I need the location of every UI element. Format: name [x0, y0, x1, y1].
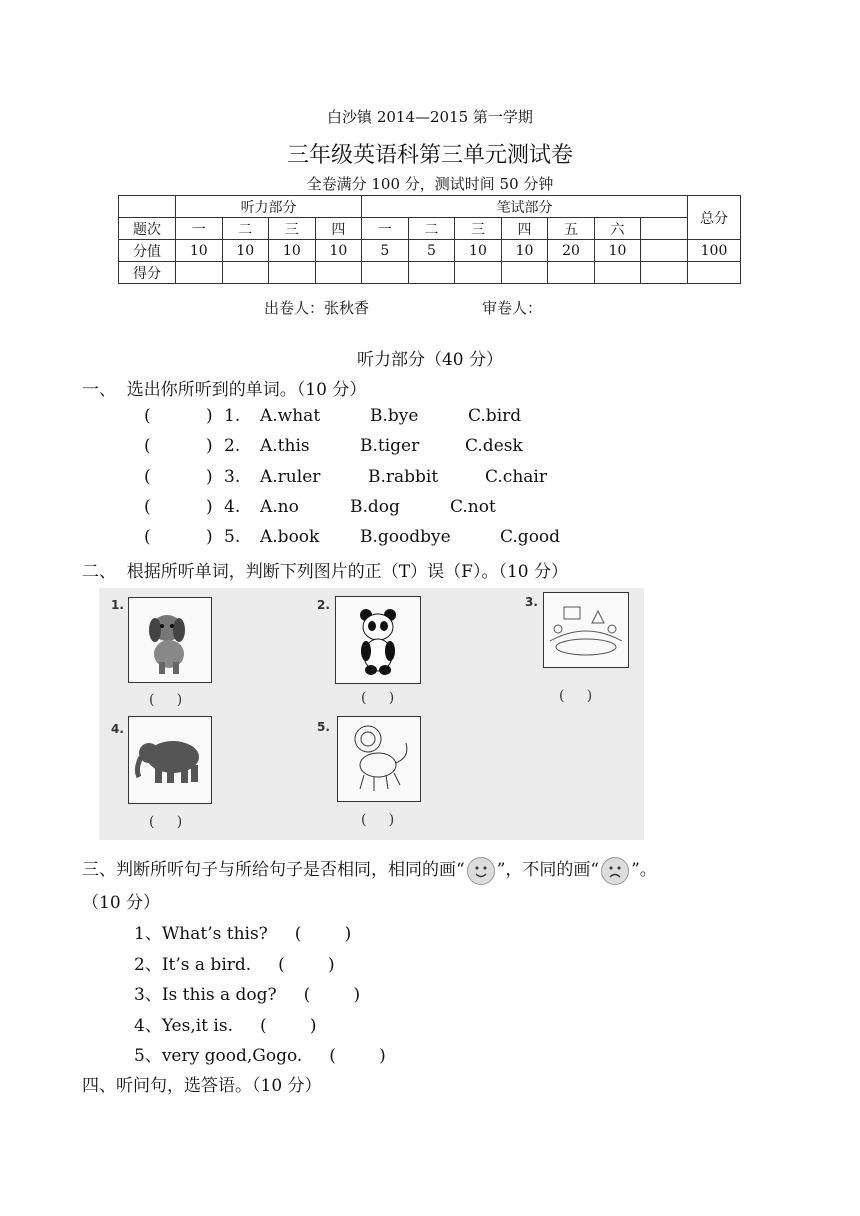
score-input-cell[interactable] [501, 262, 548, 284]
table-header-row [119, 196, 741, 218]
section4-title: 四、听问句，选答语。（10 分） [82, 1076, 322, 1096]
total-value: 100 [688, 240, 741, 262]
option-a: A.what [260, 406, 321, 426]
answer-blank-close[interactable]: ) [206, 436, 213, 457]
answer-paren[interactable]: ( ) [149, 692, 183, 708]
section3-title-part: 三、判断所听句子与所给句子是否相同，相同的画“ [82, 860, 465, 880]
answer-blank-open[interactable]: ( [144, 527, 151, 548]
section3-title-part: ”。 [631, 860, 657, 880]
exam-maker: 出卷人：张秋香 [264, 299, 370, 317]
score-input-cell[interactable] [176, 262, 223, 284]
exam-subtitle: 白沙镇 2014—2015 第一学期 [327, 108, 533, 126]
answer-paren[interactable]: ( ) [361, 812, 395, 828]
score-input-cell[interactable] [641, 262, 688, 284]
option-b: B.dog [350, 496, 400, 517]
answer-blank-close[interactable]: ) [206, 466, 213, 487]
option-a: A.this [260, 436, 310, 457]
table-cell: 10 [269, 240, 316, 262]
question-number: 4. [224, 496, 241, 517]
score-input-cell[interactable] [362, 262, 409, 284]
question-number: 2. [224, 436, 241, 457]
table-cell: 5 [408, 240, 455, 262]
row-label: 题次 [119, 218, 176, 240]
table-cell: 六 [594, 218, 641, 240]
park-scene-icon [544, 593, 628, 667]
listening-heading: 听力部分（40 分） [356, 350, 504, 370]
dog-icon [129, 598, 211, 682]
table-cell: 四 [315, 218, 362, 240]
picture-label: 4. [111, 722, 124, 736]
score-input-cell[interactable] [315, 262, 362, 284]
panda-icon [336, 597, 420, 683]
row-label: 分值 [119, 240, 176, 262]
exam-info: 全卷满分 100 分，测试时间 50 分钟 [306, 175, 554, 193]
picture-label: 5. [317, 720, 330, 734]
answer-paren[interactable]: ( ) [149, 814, 183, 830]
lion-icon [338, 717, 420, 801]
answer-paren[interactable]: ( ) [361, 690, 395, 706]
score-input-cell[interactable] [688, 262, 741, 284]
table-cell: 10 [501, 240, 548, 262]
sentence-judge-item[interactable]: 3、Is this a dog? ( ) [134, 985, 361, 1005]
exam-title: 三年级英语科第三单元测试卷 [286, 143, 573, 168]
table-cell: 10 [176, 240, 223, 262]
table-cell [641, 218, 688, 240]
picture-label: 3. [525, 595, 538, 609]
option-c: C.not [450, 496, 496, 517]
table-cell: 三 [269, 218, 316, 240]
option-c: C.good [500, 527, 561, 548]
table-cell [641, 240, 688, 262]
option-c: C.desk [465, 436, 523, 457]
answer-blank-close[interactable]: ) [206, 527, 213, 548]
table-cell: 五 [548, 218, 595, 240]
option-c: C.chair [485, 466, 547, 487]
option-b: B.rabbit [368, 466, 439, 487]
table-cell: 四 [501, 218, 548, 240]
table-cell: 一 [176, 218, 223, 240]
exam-reviewer: 审卷人： [482, 299, 543, 317]
table-cell: 10 [594, 240, 641, 262]
option-c: C.bird [468, 406, 522, 426]
row-label: 得分 [119, 262, 176, 284]
sentence-judge-item[interactable]: 2、It’s a bird. ( ) [134, 954, 335, 975]
answer-blank-close[interactable]: ) [206, 406, 213, 426]
written-part-header: 笔试部分 [362, 196, 688, 218]
question-number: 1. [224, 406, 241, 426]
section3-title [82, 855, 657, 885]
sentence-judge-item[interactable]: 4、Yes,it is. ( ) [134, 1015, 317, 1036]
picture-label: 1. [111, 598, 124, 612]
answer-blank-close[interactable]: ) [206, 496, 213, 517]
table-cell: 10 [222, 240, 269, 262]
panda-picture [335, 596, 421, 684]
question-number: 3. [224, 466, 241, 487]
answer-blank-open[interactable]: ( [144, 436, 151, 457]
answer-paren[interactable]: ( ) [559, 688, 593, 704]
elephant-icon [129, 717, 211, 803]
table-row [119, 262, 741, 284]
option-a: A.book [260, 527, 320, 548]
option-a: A.ruler [260, 466, 321, 487]
total-header: 总分 [688, 196, 741, 240]
table-corner-cell [119, 196, 176, 218]
answer-blank-open[interactable]: ( [144, 496, 151, 517]
table-cell: 10 [455, 240, 502, 262]
question-number: 5. [224, 527, 241, 548]
section3-title-part: ”，不同的画“ [496, 860, 600, 880]
table-cell: 二 [408, 218, 455, 240]
option-b: B.goodbye [360, 527, 451, 548]
park-picture [543, 592, 629, 668]
option-a: A.no [260, 496, 299, 517]
score-input-cell[interactable] [408, 262, 455, 284]
answer-blank-open[interactable]: ( [144, 466, 151, 487]
table-cell: 一 [362, 218, 409, 240]
smiley-face-icon [467, 857, 495, 885]
table-cell: 5 [362, 240, 409, 262]
table-cell: 三 [455, 218, 502, 240]
option-b: B.tiger [360, 436, 420, 457]
score-input-cell[interactable] [222, 262, 269, 284]
score-input-cell[interactable] [269, 262, 316, 284]
score-table [118, 195, 741, 284]
table-row [119, 240, 741, 262]
table-cell: 10 [315, 240, 362, 262]
section2-title: 二、 根据所听单词，判断下列图片的正（T）误（F）。（10 分） [82, 562, 568, 582]
listening-part-header: 听力部分 [176, 196, 362, 218]
option-b: B.bye [370, 406, 419, 426]
table-row [119, 218, 741, 240]
section3-points: （10 分） [82, 893, 161, 913]
section2-picture-panel [99, 588, 644, 840]
sentence-judge-item[interactable]: 1、What’s this? ( ) [134, 924, 352, 944]
lion-picture [337, 716, 421, 802]
score-input-cell[interactable] [548, 262, 595, 284]
answer-blank-open[interactable]: ( [144, 406, 151, 426]
dog-picture [128, 597, 212, 683]
table-cell: 二 [222, 218, 269, 240]
elephant-picture [128, 716, 212, 804]
sad-face-icon [601, 857, 629, 885]
picture-label: 2. [317, 598, 330, 612]
score-input-cell[interactable] [594, 262, 641, 284]
section1-title: 一、 选出你所听到的单词。（10 分） [82, 380, 367, 400]
table-cell: 20 [548, 240, 595, 262]
sentence-judge-item[interactable]: 5、very good,Gogo. ( ) [134, 1046, 386, 1066]
score-input-cell[interactable] [455, 262, 502, 284]
